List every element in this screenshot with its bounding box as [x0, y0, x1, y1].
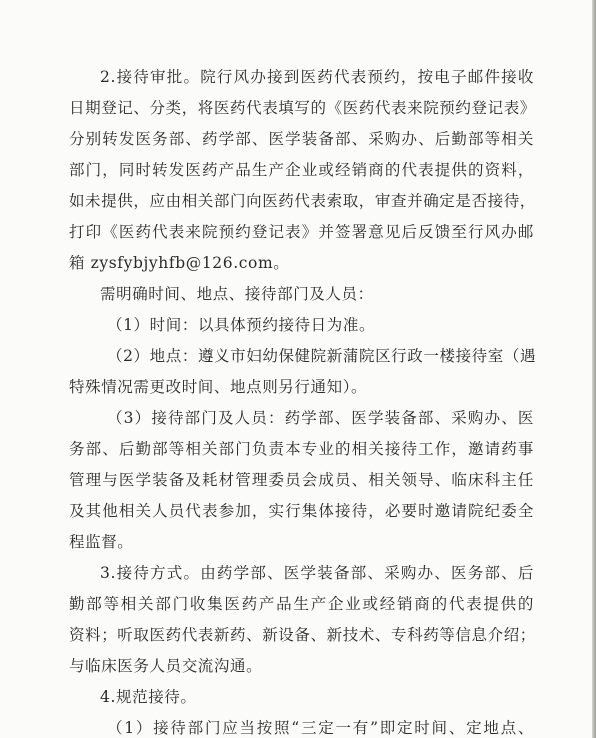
page-edge-shadow	[592, 0, 596, 738]
paragraph-line: 如未提供，应由相关部门向医药代表索取，审查并确定是否接待，	[69, 192, 536, 210]
paragraph-line: 管理与医学装备及耗材管理委员会成员、相关领导、临床科主任	[69, 471, 534, 489]
paragraph-line: 与临床医务人员交流沟通。	[69, 657, 263, 675]
paragraph-line: （1）时间：以具体预约接待日为准。	[107, 316, 376, 334]
paragraph-line: 程监督。	[69, 533, 134, 551]
paragraph-line: （1）接待部门应当按照“三定一有”即定时间、定地点、	[107, 719, 534, 737]
paragraph-line: 勤部等相关部门收集医药产品生产企业或经销商的代表提供的	[69, 595, 534, 613]
paragraph-line: 分别转发医务部、药学部、医学装备部、采购办、后勤部等相关	[69, 130, 534, 148]
paragraph-line: 日期登记、分类，将医药代表填写的《医药代表来院预约登记表》	[69, 99, 536, 117]
paragraph-line: 需明确时间、地点、接待部门及人员：	[100, 285, 374, 303]
paragraph-line: 资料；听取医药代表新药、新设备、新技术、专科药等信息介绍；	[69, 626, 536, 644]
paragraph-line: 3.接待方式。由药学部、医学装备部、采购办、医务部、后	[100, 564, 534, 582]
paragraph-line: 务部、后勤部等相关部门负责本专业的相关接待工作，邀请药事	[69, 440, 534, 458]
paragraph-line: 部门，同时转发医药产品生产企业或经销商的代表提供的资料，	[69, 161, 534, 179]
paragraph-line: （2）地点：遵义市妇幼保健院新蒲院区行政一楼接待室（遇	[107, 347, 537, 365]
paragraph-line: （3）接待部门及人员：药学部、医学装备部、采购办、医	[107, 409, 534, 427]
email-line: 箱 zysfybjyhfb@126.com。	[69, 254, 290, 272]
paragraph-line: 打印《医药代表来院预约登记表》并签署意见后反馈至行风办邮	[69, 223, 534, 241]
paragraph-line: 4.规范接待。	[100, 688, 197, 706]
paragraph-line: 及其他相关人员代表参加，实行集体接待，必要时邀请院纪委全	[69, 502, 534, 520]
paragraph-line: 特殊情况需更改时间、地点则另行通知）。	[69, 378, 368, 396]
document-body	[69, 62, 537, 738]
paragraph-line: 2.接待审批。院行风办接到医药代表预约，按电子邮件接收	[100, 68, 534, 86]
